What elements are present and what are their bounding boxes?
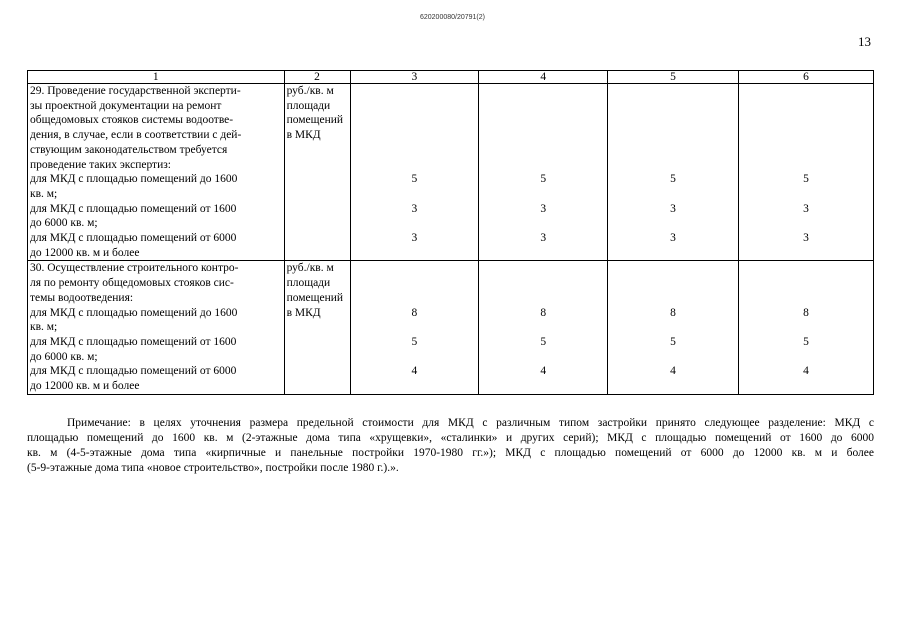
column-header: 2: [284, 71, 350, 84]
value-cell: 5 3 3: [738, 84, 873, 261]
column-header: 4: [479, 71, 608, 84]
table-header-row: [28, 71, 874, 84]
unit-of-measure: руб./кв. м площади помещений в МКД: [284, 261, 350, 394]
item-description: 29. Проведение государственной эксперти- зы проектной документации на ремонт общедомовых стояков системы водоотве- дения, в случае, если в соответствии с дей- ствующим законодательством требуется проведение таких экспертиз: для МКД с площадью помещений до 1600 кв. м; для МКД с площадью помещений от 1600 до 6000 кв. м; для МКД с площадью помещений от 6000 до 12000 кв. м и более: [28, 84, 285, 261]
column-header: 5: [608, 71, 739, 84]
table-row: [28, 261, 874, 394]
footnote: [27, 416, 874, 476]
value-cell: 8 5 4: [479, 261, 608, 394]
column-header: 1: [28, 71, 285, 84]
value-cell: 5 3 3: [479, 84, 608, 261]
value-cell: 8 5 4: [738, 261, 873, 394]
value-cell: 8 5 4: [350, 261, 479, 394]
unit-of-measure: руб./кв. м площади помещений в МКД: [284, 84, 350, 261]
note-line: (5-9-этажные дома типа «новое строительство», постройки после 1980 г.).».: [27, 462, 399, 474]
page-number: 13: [858, 34, 871, 49]
note-line: Примечание: в целях уточнения размера предельной стоимости для МКД с различным типом застройки принято следующее разделение: МКД с: [67, 417, 874, 429]
table-row: [28, 84, 874, 261]
item-description: 30. Осуществление строительного контро- ля по ремонту общедомовых стояков сис- темы водоотведения: для МКД с площадью помещений до 1600 кв. м; для МКД с площадью помещений от 1600 до 6000 кв. м; для МКД с площадью помещений от 6000 до 12000 кв. м и более: [28, 261, 285, 394]
value-cell: 8 5 4: [608, 261, 739, 394]
document-id: 620200080/20791(2): [419, 14, 485, 21]
note-line: площадью помещений до 1600 кв. м (2-этажные дома типа «хрущевки», «сталинки» и других серий); МКД с площадью помещений от 1600 до 6000: [27, 432, 874, 444]
value-cell: 5 3 3: [350, 84, 479, 261]
cost-table: [27, 70, 874, 395]
note-line: кв. м (4-5-этажные дома типа «кирпичные и панельные постройки 1970-1980 гг.»); МКД с площадью помещений от 6000 до 12000 кв. м и более: [27, 447, 874, 459]
column-header: 6: [738, 71, 873, 84]
value-cell: 5 3 3: [608, 84, 739, 261]
column-header: 3: [350, 71, 479, 84]
